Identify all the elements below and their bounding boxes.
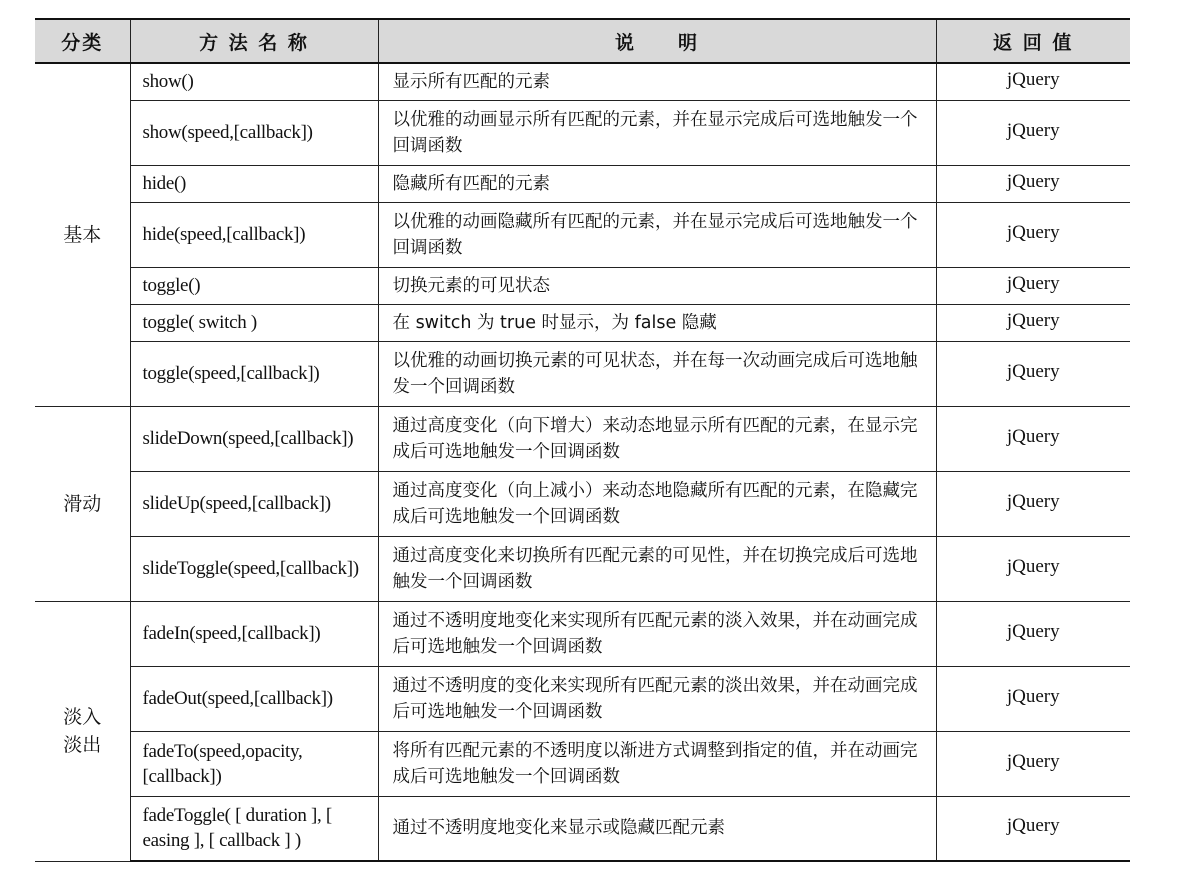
table-row	[35, 304, 1130, 341]
table-row	[35, 406, 1130, 471]
description-cell: 隐藏所有匹配的元素	[378, 165, 936, 202]
table-row	[35, 202, 1130, 267]
header-category: 分类	[35, 19, 130, 63]
return-value-cell: jQuery	[936, 63, 1130, 100]
method-cell: fadeToggle( [ duration ], [ easing ], [ callback ] )	[130, 796, 378, 861]
category-cell: 淡入 淡出	[35, 601, 130, 861]
description-cell: 将所有匹配元素的不透明度以渐进方式调整到指定的值，并在动画完成后可选地触发一个回调函数	[378, 731, 936, 796]
method-cell: slideUp(speed,[callback])	[130, 471, 378, 536]
table-row	[35, 536, 1130, 601]
description-cell: 以优雅的动画显示所有匹配的元素，并在显示完成后可选地触发一个回调函数	[378, 100, 936, 165]
description-cell: 通过高度变化（向下增大）来动态地显示所有匹配的元素，在显示完成后可选地触发一个回调函数	[378, 406, 936, 471]
description-cell: 通过不透明度地变化来实现所有匹配元素的淡入效果，并在动画完成后可选地触发一个回调函数	[378, 601, 936, 666]
method-cell: toggle()	[130, 267, 378, 304]
description-cell: 通过不透明度的变化来实现所有匹配元素的淡出效果，并在动画完成后可选地触发一个回调函数	[378, 666, 936, 731]
return-value-cell: jQuery	[936, 165, 1130, 202]
table-row	[35, 796, 1130, 861]
method-cell: toggle(speed,[callback])	[130, 341, 378, 406]
header-method: 方 法 名 称	[130, 19, 378, 63]
header-row	[35, 19, 1130, 63]
return-value-cell: jQuery	[936, 100, 1130, 165]
description-cell: 以优雅的动画隐藏所有匹配的元素，并在显示完成后可选地触发一个回调函数	[378, 202, 936, 267]
return-value-cell: jQuery	[936, 406, 1130, 471]
return-value-cell: jQuery	[936, 267, 1130, 304]
category-cell: 滑动	[35, 406, 130, 601]
description-cell: 以优雅的动画切换元素的可见状态，并在每一次动画完成后可选地触发一个回调函数	[378, 341, 936, 406]
method-cell: show(speed,[callback])	[130, 100, 378, 165]
table-body	[35, 63, 1130, 861]
description-cell: 通过高度变化来切换所有匹配元素的可见性，并在切换完成后可选地触发一个回调函数	[378, 536, 936, 601]
return-value-cell: jQuery	[936, 341, 1130, 406]
table-row	[35, 63, 1130, 100]
table-row	[35, 601, 1130, 666]
description-cell: 通过高度变化（向上减小）来动态地隐藏所有匹配的元素，在隐藏完成后可选地触发一个回调函数	[378, 471, 936, 536]
table-row	[35, 666, 1130, 731]
method-cell: fadeTo(speed,opacity,[callback])	[130, 731, 378, 796]
table-row	[35, 731, 1130, 796]
jquery-effects-table	[35, 18, 1130, 862]
return-value-cell: jQuery	[936, 202, 1130, 267]
table-row	[35, 100, 1130, 165]
header-return-value: 返 回 值	[936, 19, 1130, 63]
return-value-cell: jQuery	[936, 796, 1130, 861]
description-cell: 显示所有匹配的元素	[378, 63, 936, 100]
description-cell: 在 switch 为 true 时显示，为 false 隐藏	[378, 304, 936, 341]
category-cell: 基本	[35, 63, 130, 406]
header-description: 说 明	[378, 19, 936, 63]
return-value-cell: jQuery	[936, 471, 1130, 536]
method-cell: fadeIn(speed,[callback])	[130, 601, 378, 666]
return-value-cell: jQuery	[936, 601, 1130, 666]
table-row	[35, 341, 1130, 406]
method-cell: hide()	[130, 165, 378, 202]
return-value-cell: jQuery	[936, 304, 1130, 341]
table-row	[35, 165, 1130, 202]
method-cell: fadeOut(speed,[callback])	[130, 666, 378, 731]
return-value-cell: jQuery	[936, 731, 1130, 796]
method-cell: hide(speed,[callback])	[130, 202, 378, 267]
table-row	[35, 267, 1130, 304]
method-cell: slideDown(speed,[callback])	[130, 406, 378, 471]
table-row	[35, 471, 1130, 536]
method-cell: slideToggle(speed,[callback])	[130, 536, 378, 601]
method-cell: show()	[130, 63, 378, 100]
description-cell: 通过不透明度地变化来显示或隐藏匹配元素	[378, 796, 936, 861]
method-cell: toggle( switch )	[130, 304, 378, 341]
description-cell: 切换元素的可见状态	[378, 267, 936, 304]
return-value-cell: jQuery	[936, 666, 1130, 731]
return-value-cell: jQuery	[936, 536, 1130, 601]
